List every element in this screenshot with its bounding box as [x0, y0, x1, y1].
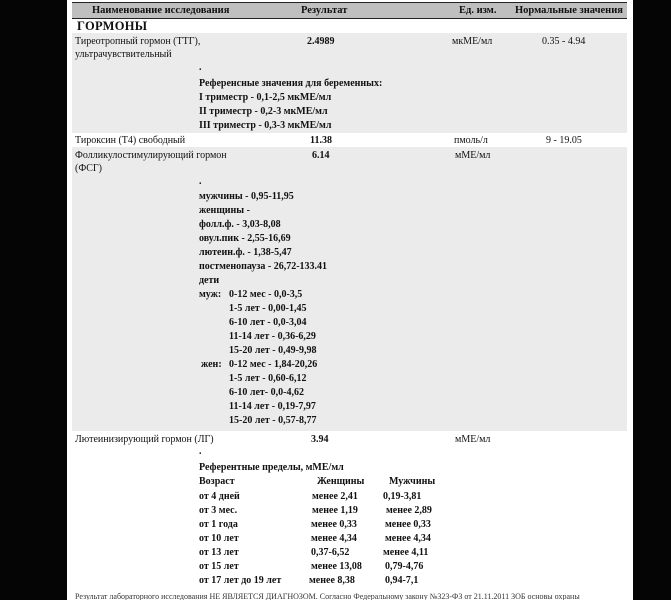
section-title: ГОРМОНЫ: [77, 19, 148, 33]
row-bg-fsh: [72, 147, 627, 431]
lab-report-sheet: [67, 0, 633, 600]
fsh-ref-line: овул.пик - 2,55-16,69: [199, 233, 291, 244]
col-header-name: Наименование исследования: [92, 5, 230, 16]
lh-male-value: 0,19-3,81: [383, 491, 422, 502]
fsh-male-row: 11-14 лет - 0,36-6,29: [229, 331, 316, 342]
lh-female-value: менее 4,34: [311, 533, 357, 544]
fsh-ref-line: мужчины - 0,95-11,95: [199, 191, 294, 202]
test-name-fsh-line2: (ФСГ): [75, 163, 103, 174]
tsh-note-line: II триместр - 0,2-3 мкМЕ/мл: [199, 106, 328, 117]
test-name-lh: Лютеинизирующий гормон (ЛГ): [75, 434, 214, 445]
test-units-lh: мМЕ/мл: [455, 434, 491, 445]
fsh-female-label: жен:: [201, 359, 222, 370]
lh-age: от 3 мес.: [199, 505, 238, 516]
fsh-female-row: 1-5 лет - 0,60-6,12: [229, 373, 307, 384]
fsh-female-row: 11-14 лет - 0,19-7,97: [229, 401, 316, 412]
lh-male-value: менее 0,33: [385, 519, 431, 530]
col-header-units: Ед. изм.: [459, 5, 497, 16]
fsh-male-row: 15-20 лет - 0,49-9,98: [229, 345, 317, 356]
lh-male-value: 0,94-7,1: [385, 575, 419, 586]
lh-age: от 13 лет: [199, 547, 239, 558]
test-norm-t4: 9 - 19.05: [546, 135, 582, 146]
fsh-female-row: 15-20 лет - 0,57-8,77: [229, 415, 317, 426]
test-units-t4: пмоль/л: [454, 135, 488, 146]
lh-male-value: 0,79-4,76: [385, 561, 424, 572]
tsh-note-title: Референсные значения для беременных:: [199, 78, 383, 89]
lh-male-value: менее 4,11: [383, 547, 429, 558]
test-name-tsh-line1: Тиреотропный гормон (ТТГ),: [75, 36, 201, 47]
report-footer-disclaimer: Результат лабораторного исследования НЕ ЯВЛЯЕТСЯ ДИАГНОЗОМ. Согласно Федеральному закону №323-ФЗ от 21.11.2011 ЗОБ основы охраны: [75, 592, 580, 600]
tsh-note-line: III триместр - 0,3-3 мкМЕ/мл: [199, 120, 332, 131]
fsh-male-row: 6-10 лет - 0,0-3,04: [229, 317, 307, 328]
lh-age: от 17 лет до 19 лет: [199, 575, 282, 586]
note-dot: .: [199, 446, 202, 457]
test-result-fsh: 6.14: [312, 150, 330, 161]
fsh-ref-line: фолл.ф. - 3,03-8,08: [199, 219, 281, 230]
lh-col-male: Мужчины: [389, 476, 436, 487]
test-result-tsh: 2.4989: [307, 36, 335, 47]
test-name-tsh-line2: ультрачувствительный: [75, 49, 172, 60]
fsh-ref-line: постменопауза - 26,72-133.41: [199, 261, 328, 272]
lh-age: от 1 года: [199, 519, 238, 530]
lh-male-value: менее 4,34: [385, 533, 431, 544]
test-norm-tsh: 0.35 - 4.94: [542, 36, 586, 47]
test-units-tsh: мкМЕ/мл: [452, 36, 493, 47]
lh-col-female: Женщины: [317, 476, 365, 487]
lh-female-value: менее 2,41: [312, 491, 358, 502]
test-result-t4: 11.38: [310, 135, 332, 146]
lh-female-value: менее 0,33: [311, 519, 357, 530]
fsh-female-row: 0-12 мес - 1,84-20,26: [229, 359, 318, 370]
fsh-ref-line: лютеин.ф. - 1,38-5,47: [199, 247, 292, 258]
note-dot: .: [199, 176, 202, 187]
lh-table-title: Референтные пределы, мМЕ/мл: [199, 462, 344, 473]
lh-female-value: менее 1,19: [312, 505, 358, 516]
test-name-t4: Тироксин (Т4) свободный: [75, 135, 186, 146]
lh-male-value: менее 2,89: [386, 505, 432, 516]
fsh-ref-line: дети: [199, 275, 220, 286]
lh-female-value: менее 8,38: [309, 575, 355, 586]
lh-female-value: менее 13,08: [311, 561, 362, 572]
lh-age: от 15 лет: [199, 561, 239, 572]
tsh-note-line: I триместр - 0,1-2,5 мкМЕ/мл: [199, 92, 332, 103]
lh-age: от 4 дней: [199, 491, 240, 502]
lh-col-age: Возраст: [199, 476, 235, 487]
fsh-female-row: 6-10 лет- 0,0-4,62: [229, 387, 304, 398]
fsh-male-row: 0-12 мес - 0,0-3,5: [229, 289, 303, 300]
test-name-fsh-line1: Фолликулостимулирующий гормон: [75, 150, 227, 161]
lh-age: от 10 лет: [199, 533, 239, 544]
test-result-lh: 3.94: [311, 434, 329, 445]
col-header-result: Результат: [301, 5, 348, 16]
lh-female-value: 0,37-6,52: [311, 547, 350, 558]
test-units-fsh: мМЕ/мл: [455, 150, 491, 161]
table-header: [72, 2, 627, 19]
fsh-ref-line: женщины -: [199, 205, 250, 216]
col-header-norm: Нормальные значения: [515, 5, 623, 16]
note-dot: .: [199, 62, 202, 73]
fsh-male-row: 1-5 лет - 0,00-1,45: [229, 303, 307, 314]
fsh-male-label: муж:: [199, 289, 222, 300]
